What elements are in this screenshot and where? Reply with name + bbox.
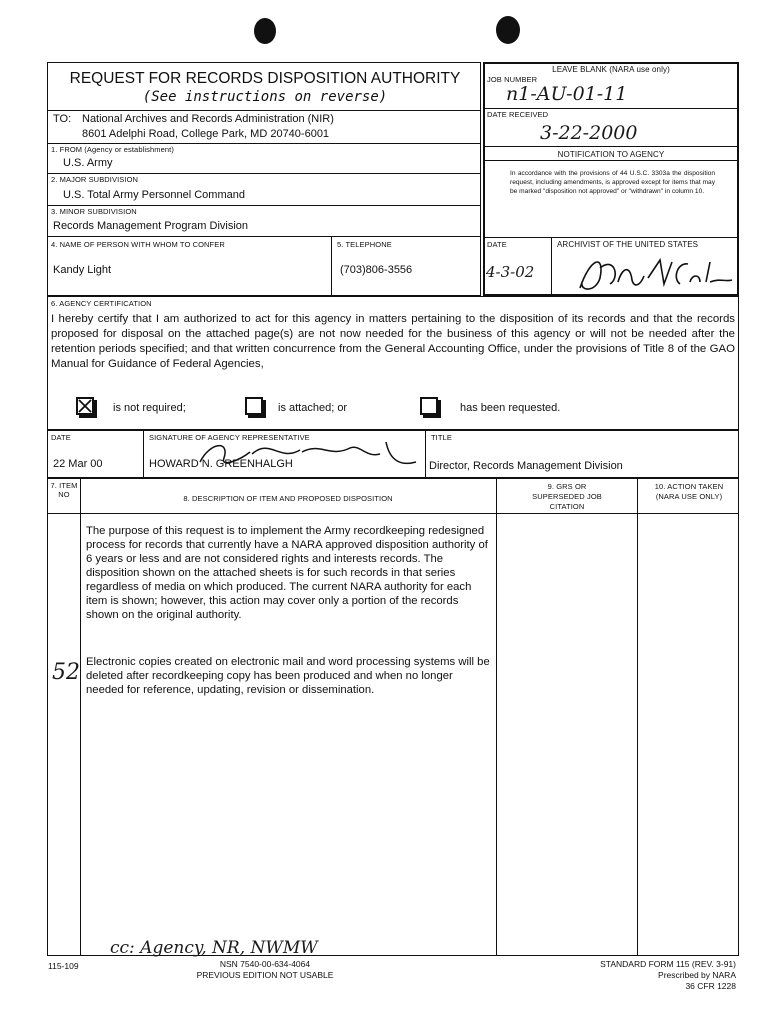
standard-form: STANDARD FORM 115 (REV. 3-91) [600,959,736,969]
minor-subdivision-label: 3. MINOR SUBDIVISION [51,207,137,216]
cert-date-value: 22 Mar 00 [53,458,103,470]
col-action: 10. ACTION TAKEN (NARA USE ONLY) [654,482,724,501]
major-subdivision-label: 2. MAJOR SUBDIVISION [51,175,139,184]
from-label: 1. FROM (Agency or establishment) [51,145,174,154]
to-label: TO: [53,113,72,125]
check-x-icon [78,399,92,413]
job-number-value: n1-AU-01-11 [506,83,628,105]
previous-edition: PREVIOUS EDITION NOT USABLE [196,970,334,980]
telephone-label: 5. TELEPHONE [337,240,392,249]
cc-note: cc: Agency, NR, NWMW [110,938,318,958]
nsn-number: NSN 7540-00-634-4064 [219,959,311,969]
requested-label: has been requested. [460,402,561,414]
to-address-line1: National Archives and Records Administration (NIR) [82,113,334,125]
approval-date-label: DATE [487,240,507,249]
not-required-checkbox[interactable] [76,397,94,415]
major-subdivision-value: U.S. Total Army Personnel Command [63,189,245,201]
minor-subdivision-value: Records Management Program Division [53,220,249,232]
cert-date-label: DATE [51,433,71,442]
archivist-signature [560,248,735,294]
items-intro-text: The purpose of this request is to implement the Army recordkeeping redesigned process for records that currently have a NARA approved disposition authority of 6 years or less and are not considered rights and interests records. The disposition shown on the attached sheets is for such records in that series regardless of media on which produced. The current NARA authority for each item is shown; however, this action may cover only a portion of the records shown on the original authority. [86,525,488,621]
certification-text: I hereby certify that I am authorized to act for this agency in matters pertaining to the disposition of its records and that the records proposed for disposal on the attached page(s) are not now needed for the business of this agency or will not be needed after the retention periods specified; and that written concurrence from the General Accounting Office, under the provisions of Title 8 of the GAO Manual for Guidance of Federal Agencies, [51,313,735,370]
item-description: Electronic copies created on electronic mail and word processing systems will be deleted after recordkeeping copy has been produced and when no longer needed for reference, updating, revision or dissemination. [86,656,490,696]
attached-label: is attached; or [278,402,348,414]
punch-hole-right [496,16,520,44]
certification-label: 6. AGENCY CERTIFICATION [51,299,152,308]
item-number: 52 [52,660,80,685]
confer-value: Kandy Light [53,264,112,276]
col-grs: 9. GRS OR SUPERSEDED JOB CITATION [532,482,602,511]
cfr-citation: 36 CFR 1228 [685,981,736,991]
title-label: TITLE [431,433,452,442]
not-required-label: is not required; [113,402,186,414]
title-value: Director, Records Management Division [429,460,623,472]
form-number: 115-109 [48,961,79,971]
col-description: 8. DESCRIPTION OF ITEM AND PROPOSED DISPOSITION [183,494,393,503]
leave-blank-label: LEAVE BLANK (NARA use only) [552,65,670,74]
notification-label: NOTIFICATION TO AGENCY [557,150,665,159]
approval-date-value: 4-3-02 [486,263,535,281]
confer-label: 4. NAME OF PERSON WITH WHOM TO CONFER [51,240,225,249]
signature-name: HOWARD N. GREENHALGH [149,458,293,470]
signature-label: SIGNATURE OF AGENCY REPRESENTATIVE [149,433,310,442]
attached-checkbox[interactable] [245,397,263,415]
date-received-value: 3-22-2000 [540,122,638,144]
punch-hole-left [254,18,276,44]
from-value: U.S. Army [63,157,113,169]
job-number-label: JOB NUMBER [487,75,538,84]
archivist-label: ARCHIVIST OF THE UNITED STATES [557,240,699,249]
prescribed-by: Prescribed by NARA [658,970,736,980]
to-address-line2: 8601 Adelphi Road, College Park, MD 20740-6001 [82,128,330,140]
requested-checkbox[interactable] [420,397,438,415]
form-title: REQUEST FOR RECORDS DISPOSITION AUTHORITY [69,70,461,87]
date-received-label: DATE RECEIVED [487,110,549,119]
col-item-no: 7. ITEM NO [50,481,78,499]
form-subtitle: (See instructions on reverse) [142,89,388,105]
telephone-value: (703)806-3556 [340,264,413,276]
notification-text: In accordance with the provisions of 44 U.S.C. 3303a the disposition request, including amendments, is approved except for items that may be marked "disposition not approved" or "withdrawn" in column 10. [510,170,715,195]
